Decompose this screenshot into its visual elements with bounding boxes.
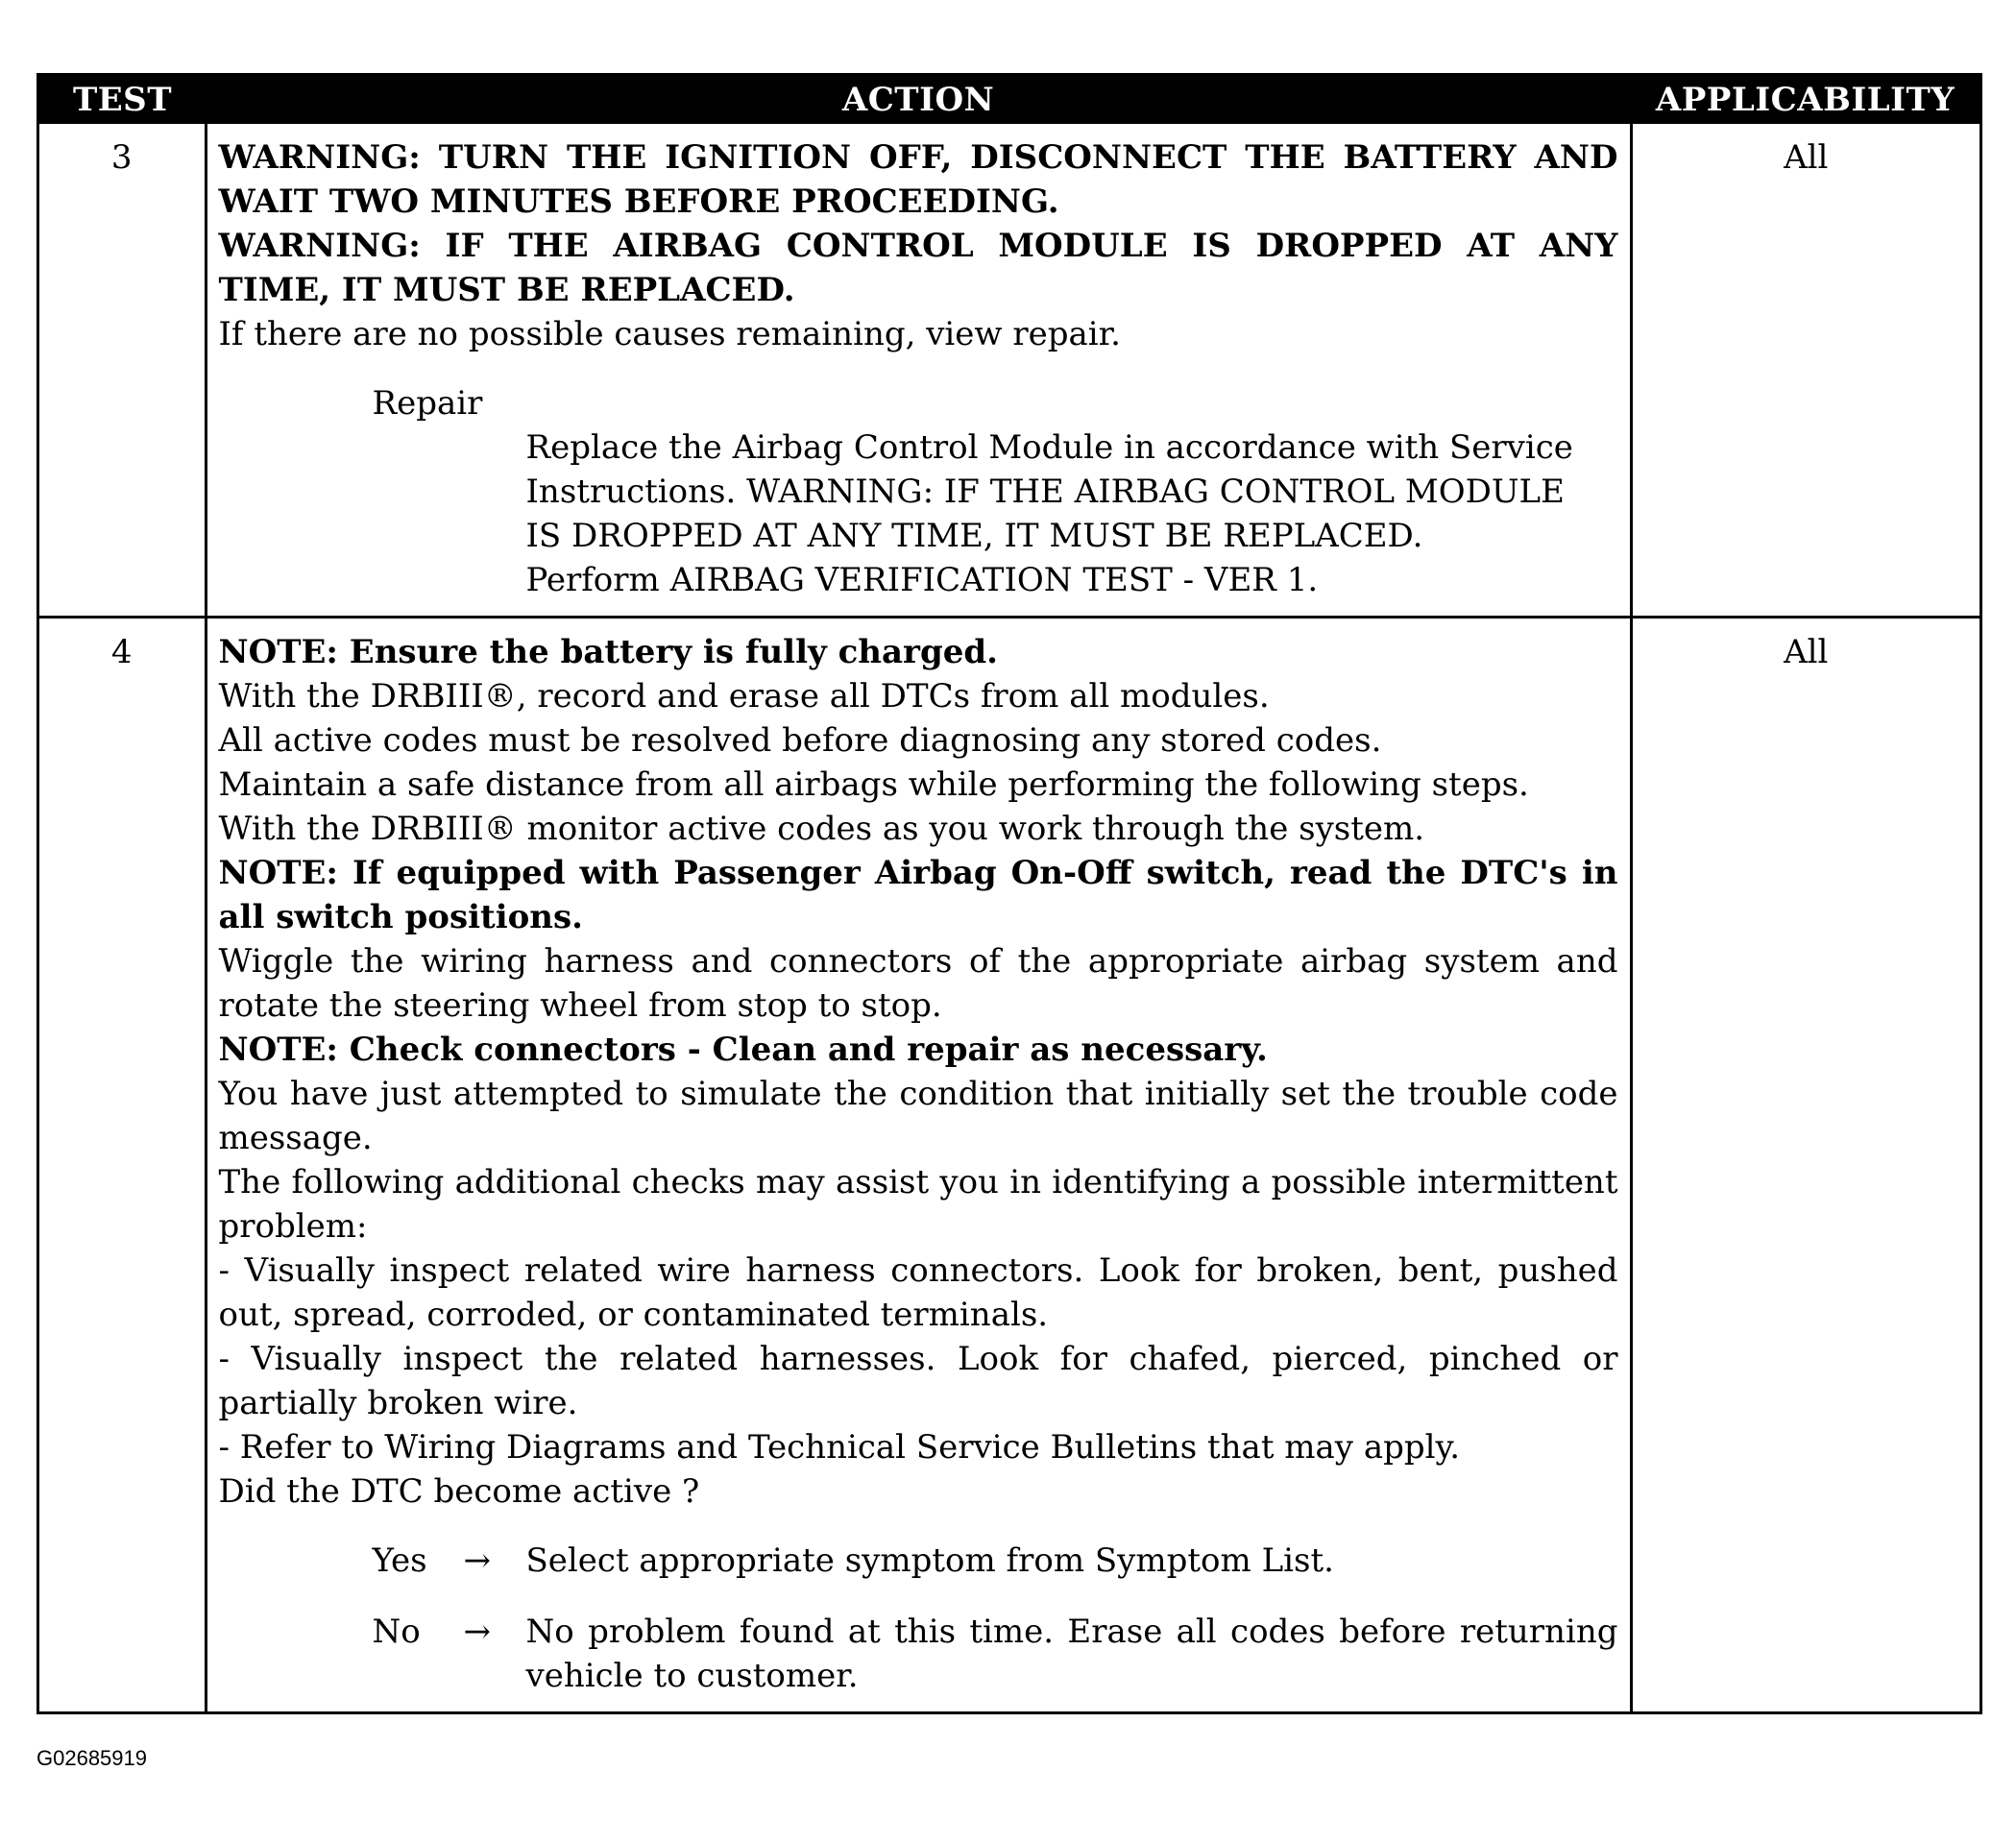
- header-applicability: APPLICABILITY: [1631, 76, 1980, 124]
- instruction-text: All active codes must be resolved before diagnosing any stored codes.: [218, 721, 1382, 760]
- table-row-test-4: [39, 618, 1980, 1712]
- arrow-right-icon: →: [463, 1613, 491, 1651]
- instruction-text: - Refer to Wiring Diagrams and Technical Service Bulletins that may apply.: [218, 1428, 1460, 1467]
- warning-text: WARNING: TURN THE IGNITION OFF, DISCONNECT THE BATTERY AND WAIT TWO MINUTES BEFORE PROCEEDING.: [218, 138, 1618, 221]
- repair-line: IS DROPPED AT ANY TIME, IT MUST BE REPLACED.: [525, 517, 1423, 555]
- applicability-value: All: [1631, 618, 1980, 1712]
- choice-text: Select appropriate symptom from Symptom List.: [525, 1541, 1334, 1580]
- choice-label: Yes: [372, 1541, 427, 1580]
- instruction-text: Maintain a safe distance from all airbags while performing the following steps.: [218, 765, 1529, 804]
- arrow-right-icon: →: [463, 1541, 491, 1580]
- test-number: 3: [39, 124, 206, 618]
- choice-yes: [219, 1539, 1618, 1583]
- instruction-text: Did the DTC become active ?: [218, 1472, 700, 1511]
- test-number: 4: [39, 618, 206, 1712]
- diagnostic-table-frame: [36, 73, 1982, 1714]
- action-cell: [206, 124, 1631, 618]
- warning-text: WARNING: IF THE AIRBAG CONTROL MODULE IS DROPPED AT ANY TIME, IT MUST BE REPLACED.: [218, 227, 1618, 309]
- choice-label: No: [372, 1613, 421, 1651]
- action-cell: [206, 618, 1631, 1712]
- instruction-text: With the DRBIII®, record and erase all DTCs from all modules.: [218, 677, 1270, 716]
- instruction-text: You have just attempted to simulate the condition that initially set the trouble code message.: [218, 1075, 1618, 1157]
- note-text: NOTE: If equipped with Passenger Airbag On-Off switch, read the DTC's in all switch positions.: [218, 854, 1618, 936]
- instruction-text: Wiggle the wiring harness and connectors of the appropriate airbag system and rotate the steering wheel from stop to stop.: [218, 942, 1618, 1025]
- choice-no: [219, 1610, 1618, 1698]
- instruction-text: The following additional checks may assist you in identifying a possible intermittent problem:: [218, 1163, 1618, 1246]
- instruction-list: [219, 630, 1618, 1514]
- applicability-value: All: [1631, 124, 1980, 618]
- repair-line: Instructions. WARNING: IF THE AIRBAG CONTROL MODULE: [525, 473, 1565, 511]
- instruction-text: If there are no possible causes remaining, view repair.: [218, 315, 1121, 353]
- table-row-test-3: [39, 124, 1980, 618]
- header-test: TEST: [39, 76, 206, 124]
- repair-line: Replace the Airbag Control Module in accordance with Service: [525, 428, 1573, 467]
- choice-text: No problem found at this time. Erase all codes before returning vehicle to customer.: [525, 1613, 1618, 1695]
- repair-text: [219, 425, 1618, 602]
- diagnostic-test-table: [39, 76, 1980, 1711]
- note-text: NOTE: Ensure the battery is fully charged.: [218, 633, 998, 671]
- instruction-text: With the DRBIII® monitor active codes as you work through the system.: [218, 810, 1425, 848]
- header-row: [39, 76, 1980, 124]
- header-action: ACTION: [206, 76, 1631, 124]
- instruction-text: - Visually inspect the related harnesses. Look for chafed, pierced, pinched or partially broken wire.: [218, 1340, 1618, 1422]
- result-choices: [219, 1539, 1618, 1698]
- note-text: NOTE: Check connectors - Clean and repair as necessary.: [218, 1031, 1268, 1069]
- table-header: [39, 76, 1980, 124]
- figure-id: G02685919: [36, 1746, 147, 1770]
- instruction-text: - Visually inspect related wire harness connectors. Look for broken, bent, pushed out, spread, corroded, or contaminated terminals.: [218, 1251, 1618, 1334]
- repair-line: Perform AIRBAG VERIFICATION TEST - VER 1.: [525, 561, 1319, 599]
- repair-label: Repair: [372, 384, 483, 423]
- repair-block: [219, 381, 1618, 602]
